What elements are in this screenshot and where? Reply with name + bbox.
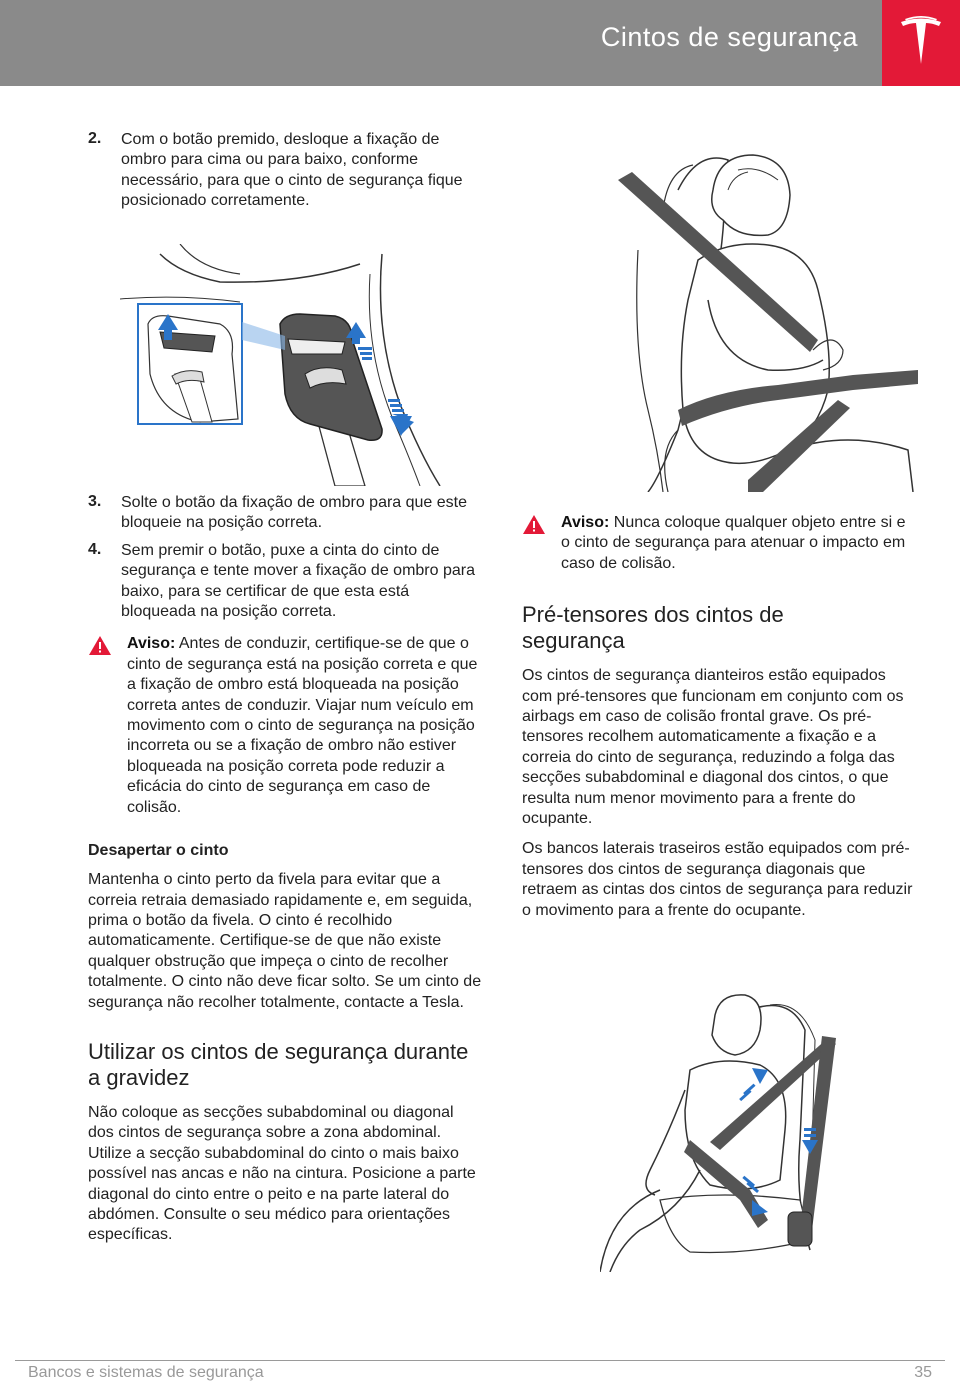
unfasten-heading: Desapertar o cinto <box>88 842 229 860</box>
warning-body: Antes de conduzir, certifique-se de que o cinto de segurança está na posição correta e que a fixação de ombro está bloqueada na posição correta antes de conduzir. Viajar num veículo em movimento com o cinto de segurança na posição incorreta ou se a fixação de ombro não estiver bloqueada na posição correta pode reduzir a eficácia do cinto de segurança em caso de colisão. <box>127 635 478 816</box>
pretensioners-paragraph-1: Os cintos de segurança dianteiros estão equipados com pré-tensores que funcionam em conjunto com os airbags em caso de colisão frontal grave. Os pré-tensores recolhem automaticamente a fixação e a correia do cinto de segurança, reduzindo a folga das secções subabdominal e diagonal dos cintos, o que resulta num menor movimento para a frente do ocupante. <box>522 667 904 828</box>
step-4 <box>88 541 483 623</box>
pretensioners-heading: Pré-tensores dos cintos de segurança <box>522 602 784 654</box>
shoulder-anchor-illustration <box>120 244 450 486</box>
warning-text <box>561 513 917 574</box>
footer-section: Bancos e sistemas de segurança <box>28 1364 264 1381</box>
step-text: Solte o botão da fixação de ombro para que este bloqueie na posição correta. <box>121 494 468 532</box>
warning-callout <box>522 513 917 574</box>
left-column-lower <box>88 493 483 1246</box>
pregnancy-text: Não coloque as secções subabdominal ou diagonal dos cintos de segurança sobre a zona abdominal. Utilize a secção subabdominal do cinto o mais baixo possível nas ancas e não na cintura. Posicione a parte diagonal do cinto entre o peito e na parte lateral do abdómen. Consulte o seu médico para orientações específicas. <box>88 1103 476 1244</box>
step-number: 4. <box>88 540 102 558</box>
warning-triangle-icon <box>522 514 546 535</box>
page-number: 35 <box>914 1364 932 1381</box>
page-header <box>0 0 960 86</box>
rear-pretensioner-illustration <box>600 990 840 1272</box>
tesla-logo-icon <box>899 16 943 68</box>
warning-callout <box>88 634 483 818</box>
left-column <box>88 130 483 212</box>
brand-logo <box>882 0 960 86</box>
warning-body: Nunca coloque qualquer objeto entre si e o cinto de segurança para atenuar o impacto em caso de colisão. <box>561 514 906 572</box>
step-number: 2. <box>88 130 102 147</box>
unfasten-text: Mantenha o cinto perto da fivela para evitar que a correia retraia demasiado rapidamente e, em seguida, prima o botão da fivela. O cinto é recolhido automaticamente. Certifique-se de que não existe qualquer obstrução que impeça o cinto de recolher totalmente. O cinto não deve ficar solto. Se um cinto de segurança não recolher totalmente, contacte a Tesla. <box>88 871 482 1011</box>
warning-label: Aviso: <box>127 635 176 653</box>
step-2 <box>88 130 483 212</box>
step-text: Sem premir o botão, puxe a cinta do cinto de segurança e tente mover a fixação de ombro para baixo, para se certificar de que esta está bloqueada na posição correta. <box>121 541 475 621</box>
step-3 <box>88 493 483 534</box>
pretensioners-paragraph-2: Os bancos laterais traseiros estão equipados com pré-tensores dos cintos de segurança diagonais que retraem as cintas dos cintos de segurança para reduzir o movimento para a frente do ocupante. <box>522 840 913 919</box>
page-title: Cintos de segurança <box>600 22 858 52</box>
pregnant-seatbelt-illustration <box>618 150 918 492</box>
right-column <box>522 513 917 921</box>
pregnancy-heading: Utilizar os cintos de segurança durante a gravidez <box>88 1038 469 1090</box>
step-text: Com o botão premido, desloque a fixação de ombro para cima ou para baixo, conforme necessário, para que o cinto de segurança fique posicionado corretamente. <box>121 131 463 210</box>
warning-label: Aviso: <box>561 514 610 531</box>
warning-triangle-icon <box>88 635 112 656</box>
step-number: 3. <box>88 493 102 510</box>
footer-divider <box>15 1360 945 1361</box>
warning-text <box>127 634 483 818</box>
